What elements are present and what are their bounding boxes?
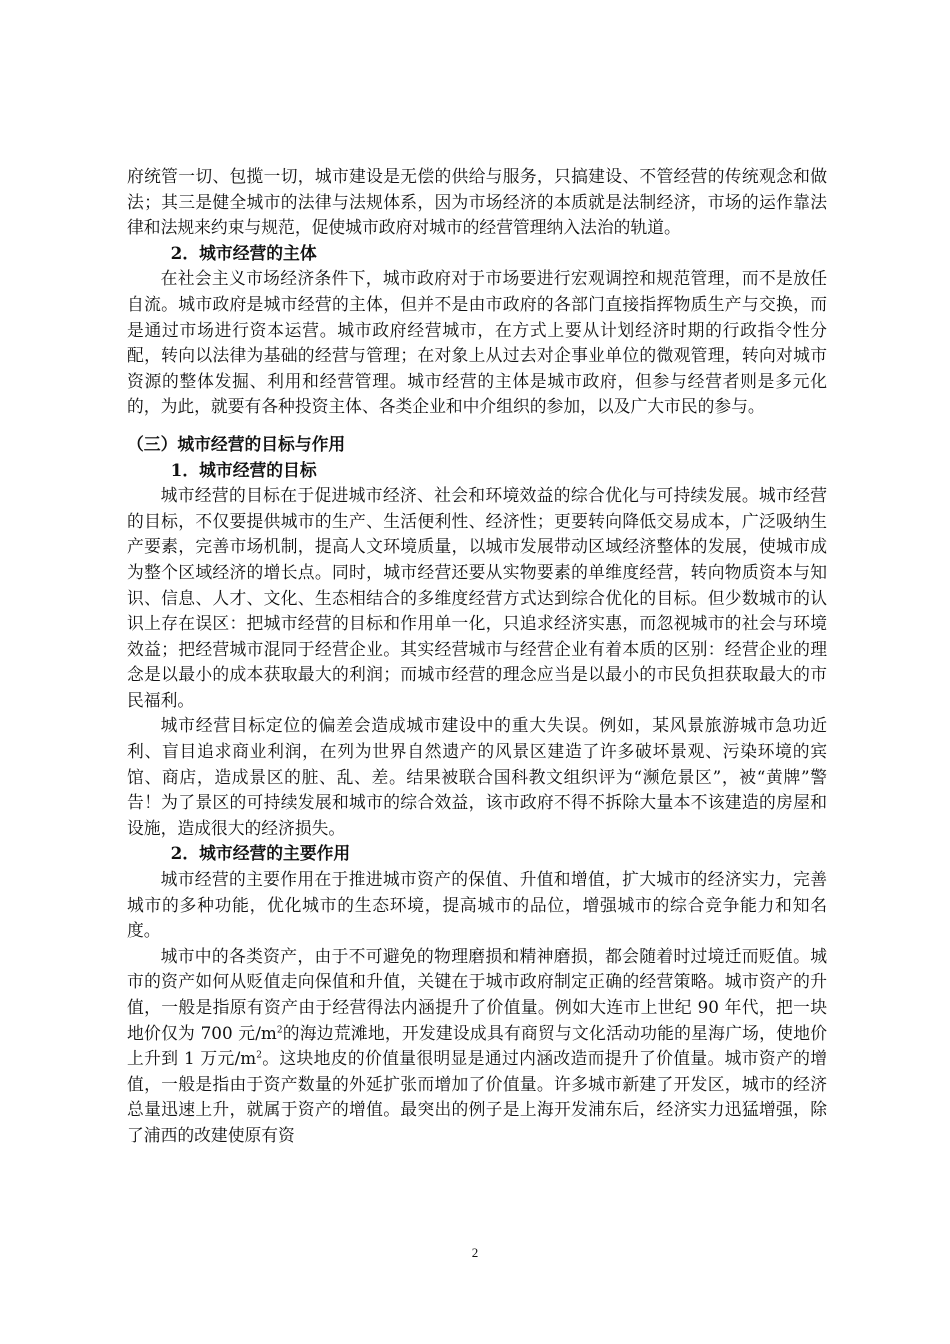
paragraph-role-2-part-a: 城市中的各类资产，由于不可避免的物理磨损和精神磨损，都会随着时过境迁而贬值。城市的资产如何从贬值走向保值和升值，关键在于城市政府制定正确的经营策略。城市资产的升值，一般是指原有资产由于经营得法内涵提升了价值量。例如大连市上世纪 90 年代，把一块地价仅为 700 元/m bbox=[127, 945, 827, 1043]
superscript-square-1: 2 bbox=[276, 1025, 283, 1035]
heading-subject: 2．城市经营的主体 bbox=[170, 242, 317, 263]
heading-role: 2．城市经营的主要作用 bbox=[170, 843, 351, 864]
document-body bbox=[127, 164, 827, 1149]
paragraph-goal-1: 城市经营的目标在于促进城市经济、社会和环境效益的综合优化与可持续发展。城市经营的目标，不仅要提供城市的生产、生活便利性、经济性；更要转向降低交易成本，广泛吸纳生产要素，完善市场机制，提高人文环境质量，以城市发展带动区域经济整体的发展，使城市成为整个区域经济的增长点。同时，城市经营还要从实物要素的单维度经营，转向物质资本与知识、信息、人才、文化、生态相结合的多维度经营方式达到综合优化的目标。但少数城市的认识上存在误区：把城市经营的目标和作用单一化，只追求经济实惠，而忽视城市的社会与环境效益；把经营城市混同于经营企业。其实经营城市与经营企业有着本质的区别：经营企业的理念是以最小的成本获取最大的利润；而城市经营的理念应当是以最小的市民负担获取最大的市民福利。 bbox=[127, 485, 827, 710]
heading-section-3: （三）城市经营的目标与作用 bbox=[127, 433, 346, 454]
paragraph-role-1: 城市经营的主要作用在于推进城市资产的保值、升值和增值，扩大城市的经济实力，完善城市的多种功能，优化城市的生态环境，提高城市的品位，增强城市的综合竞争能力和知名度。 bbox=[127, 869, 827, 941]
superscript-square-2: 2 bbox=[256, 1050, 262, 1061]
page-number: 2 bbox=[471, 1245, 479, 1260]
paragraph-role-2 bbox=[127, 944, 827, 1149]
paragraph-goal-2: 城市经营目标定位的偏差会造成城市建设中的重大失误。例如，某风景旅游城市急功近利、盲目追求商业利润，在列为世界自然遗产的风景区建造了许多破坏景观、污染环境的宾馆、商店，造成景区的脏、乱、差。结果被联合国科教文组织评为“濒危景区”，被“黄牌”警告！为了景区的可持续发展和城市的综合效益，该市政府不得不拆除大量本不该建造的房屋和设施，造成很大的经济损失。 bbox=[127, 715, 827, 838]
heading-goal: 1．城市经营的目标 bbox=[170, 459, 317, 480]
paragraph-role-2-part-c: 。这块地皮的价值量很明显是通过内涵改造而提升了价值量。城市资产的增值，一般是指由于资产数量的外延扩张而增加了价值量。许多城市新建了开发区，城市的经济总量迅速上升，就属于资产的增值。最突出的例子是上海开发浦东后，经济实力迅猛增强，除了浦西的改建使原有资 bbox=[127, 1048, 827, 1145]
paragraph-subject: 在社会主义市场经济条件下，城市政府对于市场要进行宏观调控和规范管理，而不是放任自流。城市政府是城市经营的主体，但并不是由市政府的各部门直接指挥物质生产与交换，而是通过市场进行资本运营。城市政府经营城市，在方式上要从计划经济时期的行政指令性分配，转向以法律为基础的经营与管理；在对象上从过去对企事业单位的微观管理，转向对城市资源的整体发掘、利用和经营管理。城市经营的主体是城市政府，但参与经营者则是多元化的，为此，就要有各种投资主体、各类企业和中介组织的参加，以及广大市民的参与。 bbox=[127, 268, 827, 417]
paragraph-role-2-part-b: 的海边荒滩地，开发建设成具有商贸与文化活动功能的星海广场，使地价上升到 1 万元/m bbox=[127, 1022, 827, 1069]
paragraph-continued: 府统管一切、包揽一切，城市建设是无偿的供给与服务，只搞建设、不管经营的传统观念和做法；其三是健全城市的法律与法规体系，因为市场经济的本质就是法制经济，市场的运作靠法律和法规来约束与规范，促使城市政府对城市的经营管理纳入法治的轨道。 bbox=[127, 166, 827, 238]
